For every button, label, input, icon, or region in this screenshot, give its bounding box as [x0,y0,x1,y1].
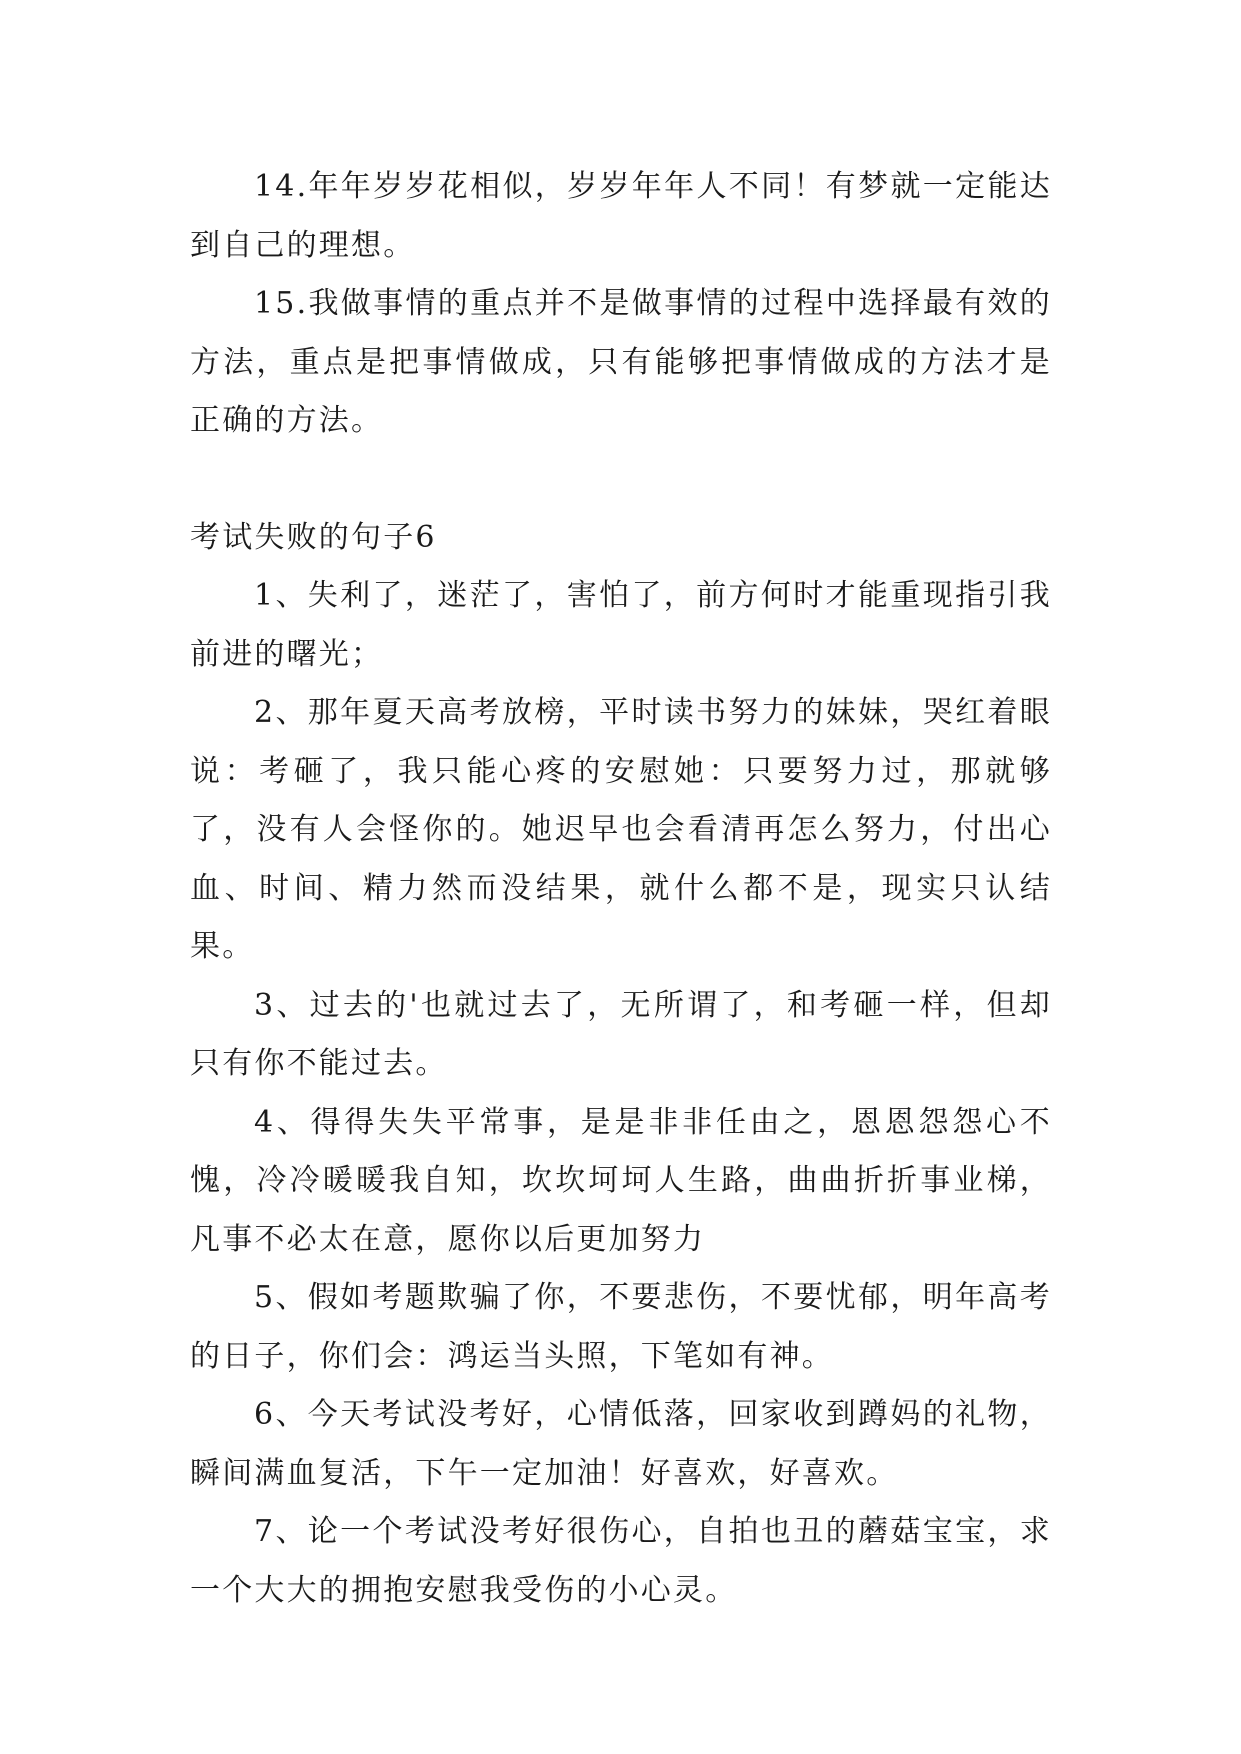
section-heading: 考试失败的句子6 [190,519,437,555]
list-item-7: 7、论一个考试没考好很伤心，自拍也丑的蘑菇宝宝，求一个大大的拥抱安慰我受伤的小心灵。 [190,1514,1052,1608]
paragraph-14: 14.年年岁岁花相似，岁岁年年人不同！有梦就一定能达到自己的理想。 [190,169,1052,263]
list-item-4: 4、得得失失平常事，是是非非任由之，恩恩怨怨心不愧，冷冷暖暖我自知，坎坎坷坷人生路，曲曲折折事业梯，凡事不必太在意，愿你以后更加努力 [190,1104,1052,1257]
list-item-5: 5、假如考题欺骗了你，不要悲伤，不要忧郁，明年高考的日子，你们会：鸿运当头照，下笔如有神。 [190,1280,1052,1374]
document-body [190,158,1052,1620]
list-item-2: 2、那年夏天高考放榜，平时读书努力的妹妹，哭红着眼说：考砸了，我只能心疼的安慰她：只要努力过，那就够了，没有人会怪你的。她迟早也会看清再怎么努力，付出心血、时间、精力然而没结果，就什么都不是，现实只认结果。 [190,695,1052,964]
paragraph-15: 15.我做事情的重点并不是做事情的过程中选择最有效的方法，重点是把事情做成，只有能够把事情做成的方法才是正确的方法。 [190,286,1052,438]
list-item-6: 6、今天考试没考好，心情低落，回家收到蹲妈的礼物，瞬间满血复活，下午一定加油！好喜欢，好喜欢。 [190,1397,1052,1491]
list-item-1: 1、失利了，迷茫了，害怕了，前方何时才能重现指引我前进的曙光； [190,578,1052,672]
list-item-3: 3、过去的'也就过去了，无所谓了，和考砸一样，但却只有你不能过去。 [190,987,1052,1081]
